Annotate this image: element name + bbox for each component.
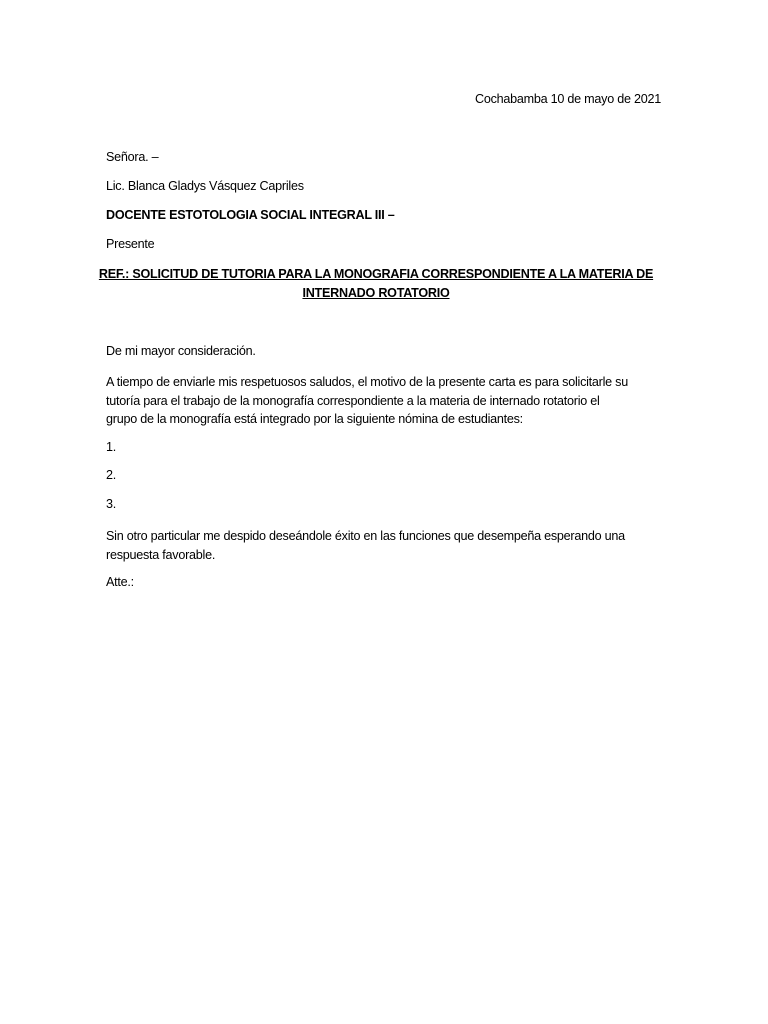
recipient-name: Lic. Blanca Gladys Vásquez Capriles	[106, 179, 304, 193]
closing-paragraph	[106, 527, 666, 564]
salutation: Señora. –	[106, 150, 159, 164]
body-line-2: tutoría para el trabajo de la monografía correspondiente a la materia de internado rotatorio el	[106, 393, 600, 408]
closing-line-2: respuesta favorable.	[106, 547, 216, 562]
reference-line-1: REF.: SOLICITUD DE TUTORIA PARA LA MONOGRAFIA CORRESPONDIENTE A LA MATERIA DE	[98, 267, 654, 281]
student-list-item-2: 2.	[106, 468, 117, 482]
reference-heading	[96, 265, 656, 303]
reference-line-2: INTERNADO ROTATORIO	[302, 286, 450, 300]
closing-line-1: Sin otro particular me despido deseándole éxito en las funciones que desempeña esperando una	[106, 529, 625, 543]
sign-off: Atte.:	[106, 575, 134, 589]
body-line-3: grupo de la monografía está integrado por la siguiente nómina de estudiantes:	[106, 412, 523, 426]
recipient-role: DOCENTE ESTOTOLOGIA SOCIAL INTEGRAL III –	[106, 208, 395, 222]
presente-line: Presente	[106, 237, 155, 251]
greeting: De mi mayor consideración.	[106, 344, 256, 358]
body-paragraph	[106, 373, 666, 429]
student-list-item-1: 1.	[106, 440, 117, 454]
date-line: Cochabamba 10 de mayo de 2021	[475, 92, 661, 106]
student-list-item-3: 3.	[106, 497, 117, 511]
body-line-1: A tiempo de enviarle mis respetuosos saludos, el motivo de la presente carta es para solicitarle su	[106, 375, 628, 389]
